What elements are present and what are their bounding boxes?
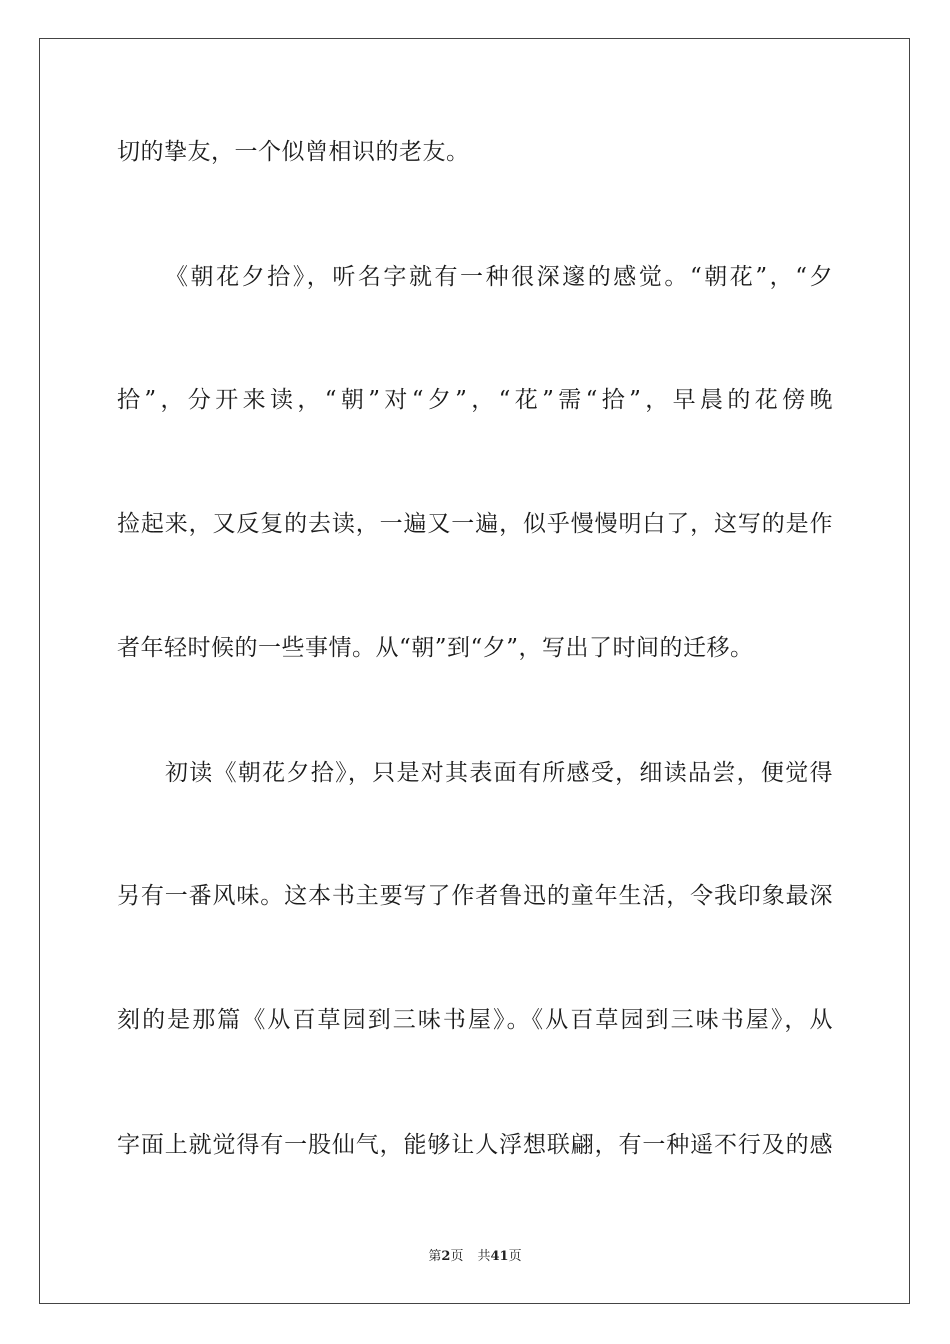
total-pages: 41 <box>490 1249 509 1264</box>
paragraph-line: 刻的是那篇《从百草园到三味书屋》。《从百草园到三味书屋》，从 <box>117 1007 833 1033</box>
paragraph-line: 另有一番风味。这本书主要写了作者鲁迅的童年生活，令我印象最深 <box>117 883 833 909</box>
page-suffix: 页 <box>450 1249 464 1264</box>
page-prefix: 第 <box>428 1249 442 1264</box>
page-border <box>39 38 910 1304</box>
paragraph-line: 《朝花夕拾》，听名字就有一种很深邃的感觉。“朝花”，“夕 <box>165 264 833 290</box>
paragraph-line: 初读《朝花夕拾》，只是对其表面有所感受，细读品尝，便觉得 <box>165 760 833 786</box>
page-footer <box>0 1248 950 1266</box>
total-suffix: 页 <box>508 1249 522 1264</box>
page-number: 2 <box>441 1249 451 1264</box>
paragraph-line: 捡起来，又反复的去读，一遍又一遍，似乎慢慢明白了，这写的是作 <box>117 511 833 537</box>
paragraph-line: 者年轻时候的一些事情。从“朝”到“夕”，写出了时间的迁移。 <box>117 635 754 661</box>
paragraph-line: 切的挚友，一个似曾相识的老友。 <box>117 139 470 165</box>
paragraph-line: 拾”，分开来读，“朝”对“夕”，“花”需“拾”，早晨的花傍晚 <box>117 387 833 413</box>
paragraph-line: 字面上就觉得有一股仙气，能够让人浮想联翩，有一种遥不行及的感 <box>117 1132 833 1158</box>
total-prefix: 共 <box>477 1249 491 1264</box>
